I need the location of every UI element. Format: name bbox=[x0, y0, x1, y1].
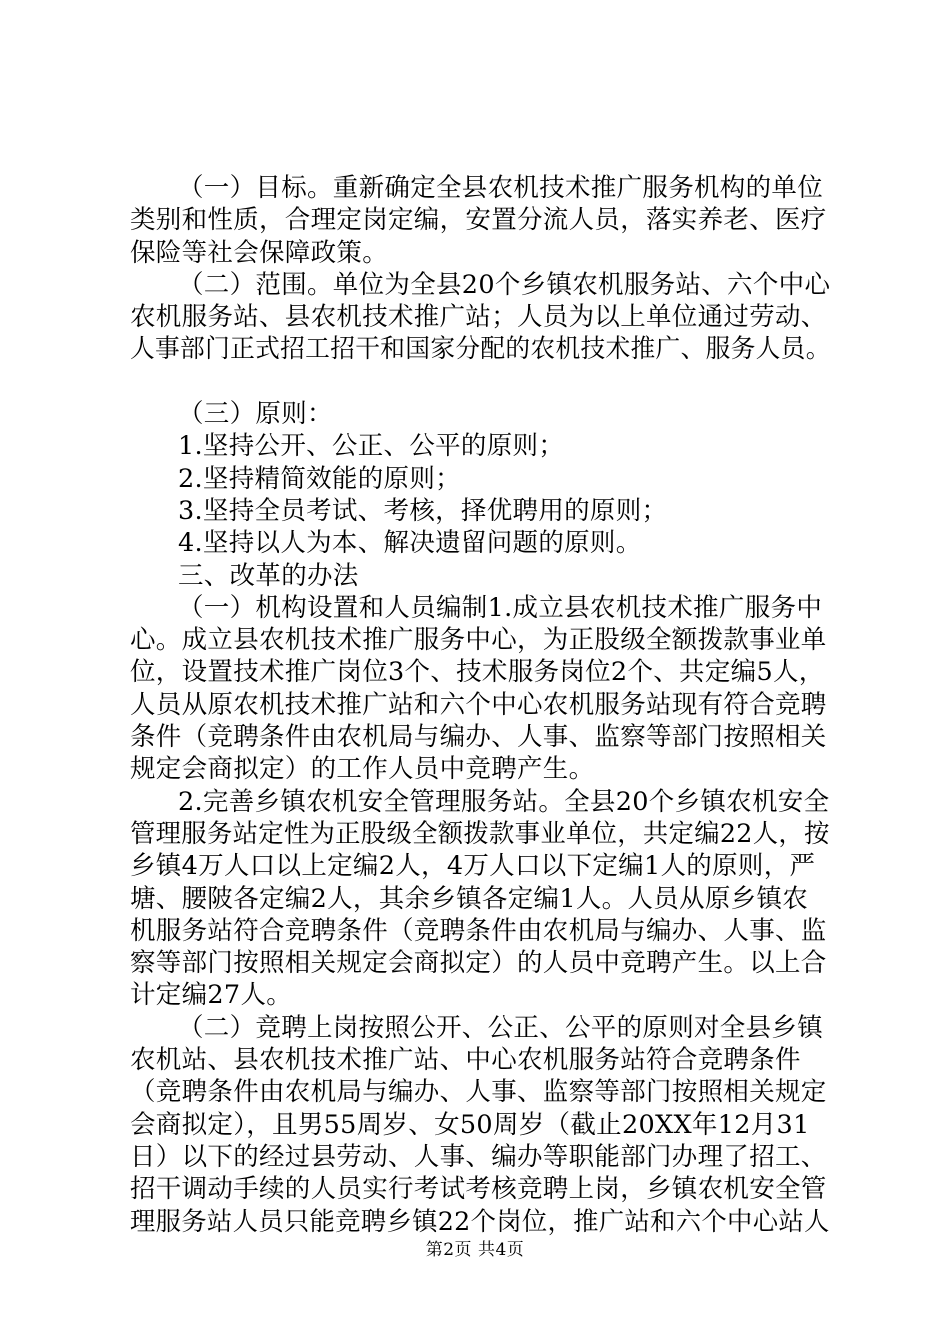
text-line: 条件（竞聘条件由农机局与编办、人事、监察等部门按照相关 bbox=[130, 722, 827, 753]
text-line: 会商拟定），且男55周岁、女50周岁（截止20XX年12月31 bbox=[130, 1109, 810, 1140]
text-line: 心。成立县农机技术推广服务中心，为正股级全额拨款事业单 bbox=[130, 625, 827, 656]
text-line: （竞聘条件由农机局与编办、人事、监察等部门按照相关规定 bbox=[130, 1077, 827, 1108]
text-line: （一）机构设置和人员编制1.成立县农机技术推广服务中 bbox=[178, 592, 823, 623]
text-line: 类别和性质，合理定岗定编，安置分流人员，落实养老、医疗 bbox=[130, 205, 827, 236]
text-line: 1.坚持公开、公正、公平的原则； bbox=[178, 431, 565, 462]
text-line: 塘、腰陂各定编2人，其余乡镇各定编1人。人员从原乡镇农 bbox=[130, 883, 809, 914]
text-line: 人员从原农机技术推广站和六个中心农机服务站现有符合竞聘 bbox=[130, 689, 827, 720]
page-footer: 第2页 共4页 bbox=[425, 1240, 525, 1260]
text-line: （二）竞聘上岗按照公开、公正、公平的原则对全县乡镇 bbox=[178, 1012, 824, 1043]
text-line: 3.坚持全员考试、考核，择优聘用的原则； bbox=[178, 495, 668, 526]
text-line: 位，设置技术推广岗位3个、技术服务岗位2个、共定编5人， bbox=[130, 657, 825, 688]
text-line: 农机服务站、县农机技术推广站；人员为以上单位通过劳动、 bbox=[130, 302, 827, 333]
body-text bbox=[130, 172, 830, 1238]
text-line: 计定编27人。 bbox=[130, 980, 293, 1011]
text-line: 日）以下的经过县劳动、人事、编办等职能部门办理了招工、 bbox=[130, 1141, 827, 1172]
text-line: 乡镇4万人口以上定编2人，4万人口以下定编1人的原则，严 bbox=[130, 851, 816, 882]
text-line: 农机站、县农机技术推广站、中心农机服务站符合竞聘条件 bbox=[130, 1045, 801, 1076]
text-line: 2.坚持精简效能的原则； bbox=[178, 463, 461, 494]
text-line bbox=[130, 366, 830, 398]
text-line: 规定会商拟定）的工作人员中竞聘产生。 bbox=[130, 754, 595, 785]
text-line: 保险等社会保障政策。 bbox=[130, 237, 389, 268]
text-line: （二）范围。单位为全县20个乡镇农机服务站、六个中心 bbox=[178, 269, 831, 300]
text-line: 招干调动手续的人员实行考试考核竞聘上岗，乡镇农机安全管 bbox=[130, 1174, 827, 1205]
text-line: 理服务站人员只能竞聘乡镇22个岗位，推广站和六个中心站人 bbox=[130, 1206, 830, 1237]
text-line: （三）原则： bbox=[178, 399, 333, 430]
text-line: 三、改革的办法 bbox=[178, 560, 359, 591]
text-line: 察等部门按照相关规定会商拟定）的人员中竞聘产生。以上合 bbox=[130, 948, 827, 979]
text-line: 4.坚持以人为本、解决遗留问题的原则。 bbox=[178, 528, 642, 559]
text-line: 2.完善乡镇农机安全管理服务站。全县20个乡镇农机安全 bbox=[178, 786, 830, 817]
text-line: （一）目标。重新确定全县农机技术推广服务机构的单位 bbox=[178, 173, 824, 203]
text-line: 管理服务站定性为正股级全额拨款事业单位，共定编22人，按 bbox=[130, 818, 830, 849]
text-line: 人事部门正式招工招干和国家分配的农机技术推广、服务人员。 bbox=[130, 334, 831, 365]
text-line: 机服务站符合竞聘条件（竞聘条件由农机局与编办、人事、监 bbox=[130, 915, 827, 946]
